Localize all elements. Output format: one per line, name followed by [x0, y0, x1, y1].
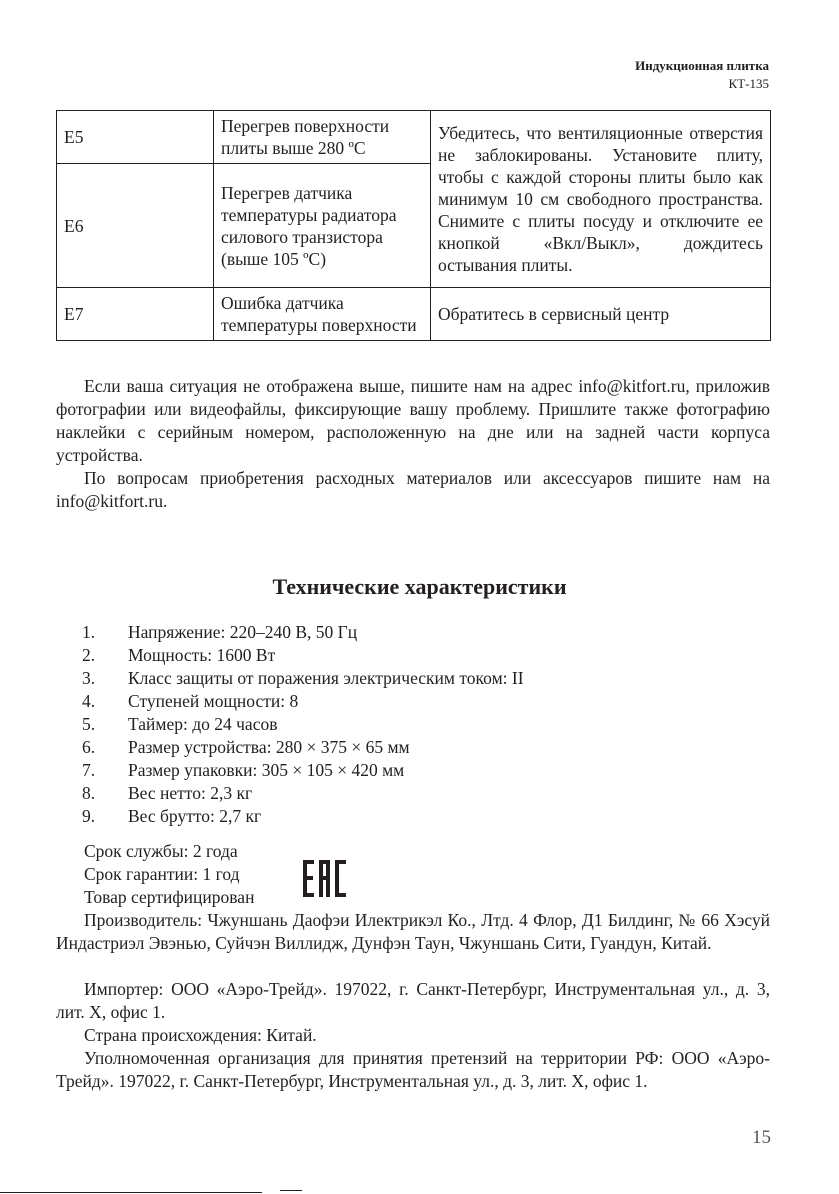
- item-text: Вес нетто: 2,3 кг: [128, 783, 253, 803]
- item-text: Мощность: 1600 Вт: [128, 645, 276, 665]
- footer-mark: [280, 1190, 302, 1191]
- country-of-origin: Страна происхождения: Китай.: [84, 1025, 317, 1045]
- manufacturer: Производитель: Чжуншань Даофэи Илектрикэл Ко., Лтд. 4 Флор, Д1 Билдинг, № 66 Хэсуй Индастриэл Эвэнью, Суйчэн Виллидж, Дунфэн Таун, Чжуншань Сити, Гуандун, Китай.: [56, 910, 770, 953]
- list-item: [56, 690, 524, 713]
- item-number: 2.: [82, 645, 96, 665]
- authorized-organization: Уполномоченная организация для принятия претензий на территории РФ: ООО «Аэро-Трейд». 197022, г. Санкт-Петербург, Инструментальная ул., д. 3, лит. Х, офис 1.: [56, 1048, 770, 1091]
- list-item: [56, 759, 524, 782]
- list-item: [56, 621, 524, 644]
- table-row: [57, 288, 771, 341]
- error-cause: Ошибка датчика температуры поверхности: [214, 288, 431, 341]
- eac-mark-icon: [303, 860, 347, 897]
- error-code: E5: [57, 111, 214, 164]
- warranty: Срок гарантии: 1 год: [84, 864, 240, 884]
- item-number: 8.: [82, 783, 96, 803]
- error-solution: Обратитесь в сервисный центр: [431, 288, 771, 341]
- list-item: [56, 782, 524, 805]
- item-number: 5.: [82, 714, 96, 734]
- list-item: [56, 736, 524, 759]
- page-number: 15: [752, 1127, 771, 1148]
- list-item: [56, 667, 524, 690]
- service-life: Срок службы: 2 года: [84, 841, 238, 861]
- item-text: Вес брутто: 2,7 кг: [128, 806, 262, 826]
- specs-title: Технические характеристики: [272, 574, 567, 599]
- item-text: Размер упаковки: 305 × 105 × 420 мм: [128, 760, 405, 780]
- item-number: 7.: [82, 760, 96, 780]
- table-row: [57, 111, 771, 164]
- error-code: E6: [57, 164, 214, 288]
- item-text: Напряжение: 220–240 В, 50 Гц: [128, 622, 358, 642]
- item-text: Таймер: до 24 часов: [128, 714, 278, 734]
- footer-divider: [0, 1192, 262, 1193]
- header-title: Индукционная плитка: [635, 58, 769, 73]
- list-item: [56, 805, 524, 828]
- item-number: 9.: [82, 806, 96, 826]
- item-number: 1.: [82, 622, 96, 642]
- accessories-paragraph: По вопросам приобретения расходных материалов или аксессуаров пишите нам на info@kitfort.ru.: [56, 468, 770, 511]
- list-item: [56, 713, 524, 736]
- error-code: E7: [57, 288, 214, 341]
- error-cause: Перегрев поверхности плиты выше 280 ºС: [214, 111, 431, 164]
- item-text: Класс защиты от поражения электрическим током: II: [128, 668, 524, 688]
- certified: Товар сертифицирован: [84, 887, 255, 907]
- item-number: 3.: [82, 668, 96, 688]
- importer: Импортер: ООО «Аэро-Трейд». 197022, г. Санкт-Петербург, Инструментальная ул., д. 3, лит. Х, офис 1.: [56, 979, 770, 1022]
- item-text: Размер устройства: 280 × 375 × 65 мм: [128, 737, 410, 757]
- error-solution: Убедитесь, что вентиляционные отверстия не заблокированы. Установите плиту, чтобы с каждой стороны плиты было как минимум 10 см свободного пространства. Снимите с плиты посуду и отключите ее кнопкой «Вкл/Выкл», дождитесь остывания плиты.: [431, 111, 771, 288]
- header-model: КТ-135: [728, 76, 769, 91]
- item-number: 6.: [82, 737, 96, 757]
- error-cause: Перегрев датчика температуры радиатора силового транзистора (выше 105 ºС): [214, 164, 431, 288]
- item-number: 4.: [82, 691, 96, 711]
- contact-paragraph: Если ваша ситуация не отображена выше, пишите нам на адрес info@kitfort.ru, приложив фотографии или видеофайлы, фиксирующие вашу проблему. Пришлите также фотографию наклейки с серийным номером, расположенную на дне или на задней части корпуса устройства.: [56, 376, 770, 465]
- specs-list: [56, 621, 524, 828]
- error-codes-table: [56, 110, 771, 341]
- item-text: Ступеней мощности: 8: [128, 691, 299, 711]
- list-item: [56, 644, 524, 667]
